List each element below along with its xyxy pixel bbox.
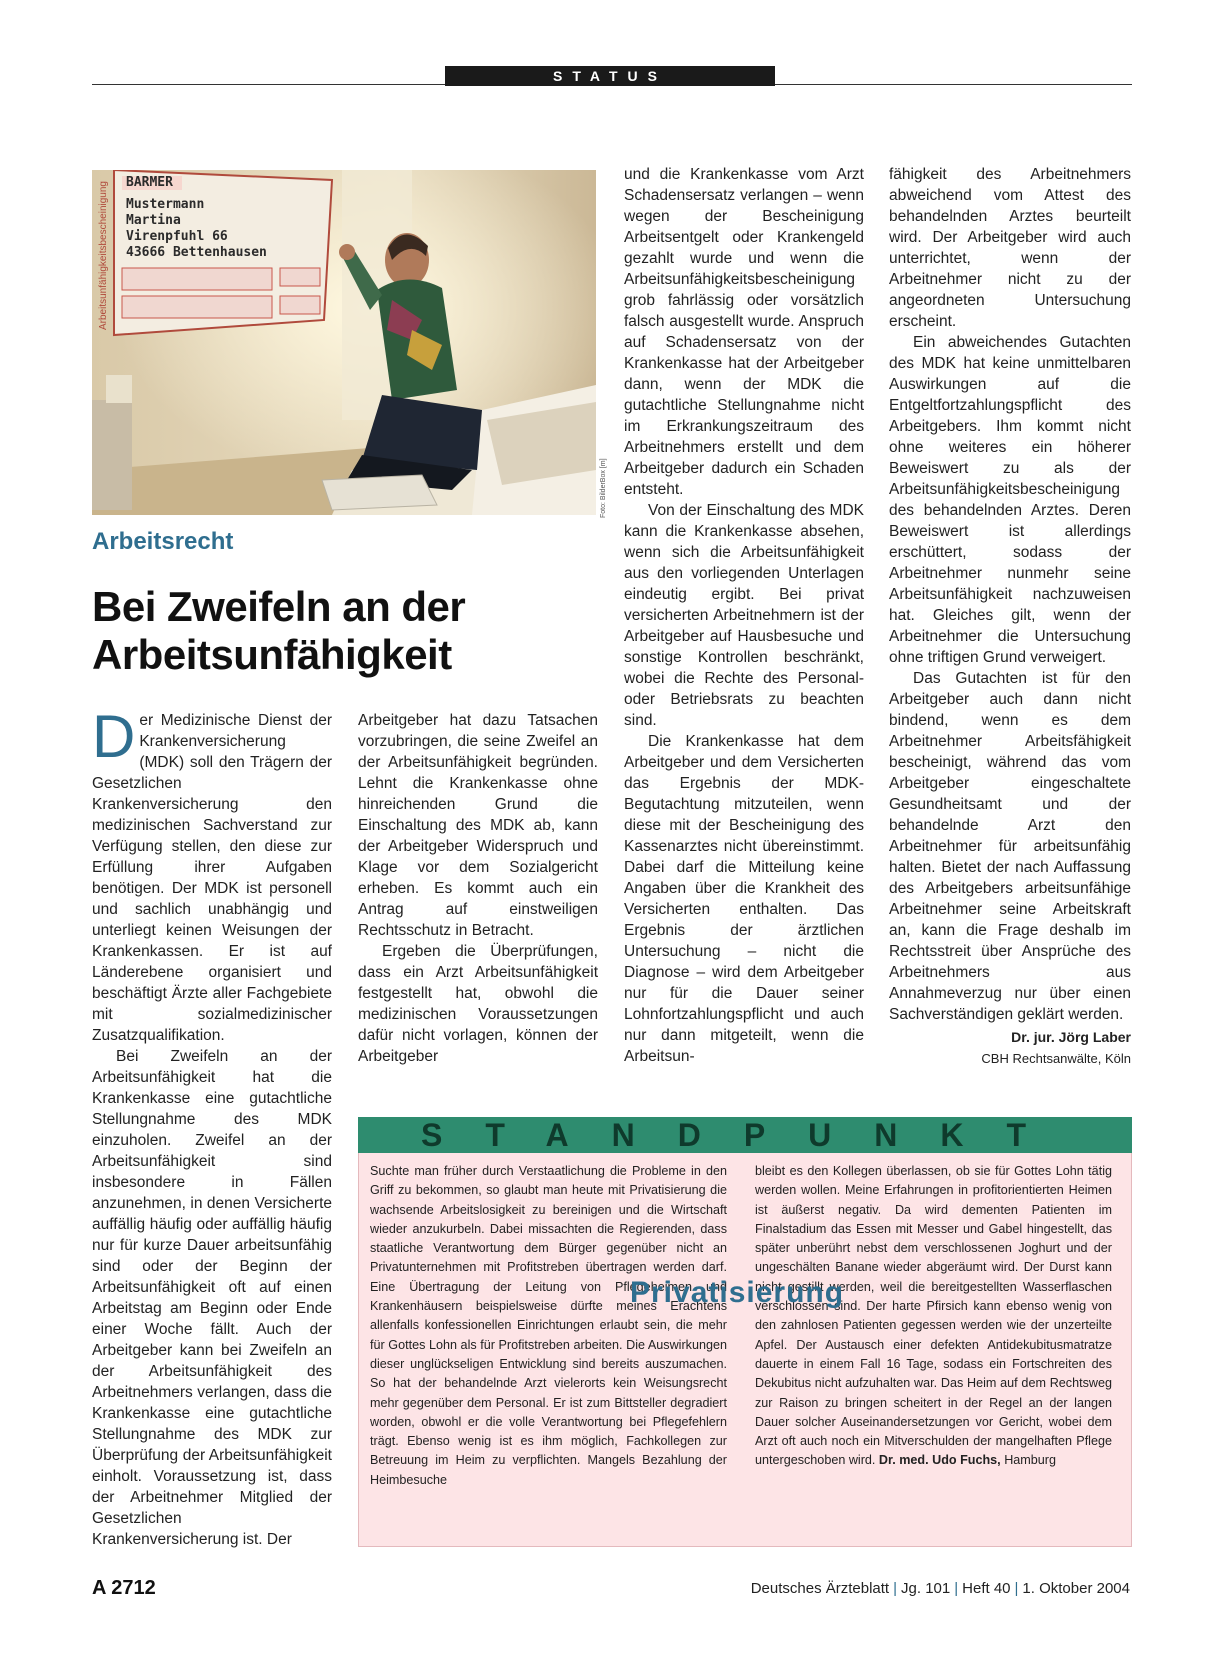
photo-credit: Foto: BilderBox [m]: [600, 458, 607, 518]
article-paragraph: Das Gutachten ist für den Arbeitgeber auch dann nicht bindend, wenn es dem Arbeitnehmer Arbeitsfähigkeit bescheinigt, während das vom Arbeitgeber eingeschaltete Gesundheitsamt und der behandelnde Arzt den Arbeitnehmer für arbeitsunfähig halten. Bietet der nach Auffassung des Arbeitgebers arbeitsunfähige Arbeitnehmer seine Arbeitskraft an, kann die Frage deshalb im Rechtsstreit über Ansprüche des Arbeitnehmers aus Annahmeverzug nur über einen Sachverständigen geklärt werden.: [889, 670, 1131, 1023]
svg-text:Arbeitsunfähigkeitsbescheinigu: Arbeitsunfähigkeitsbescheinigung: [98, 181, 109, 330]
article-paragraph: Der Medizinische Dienst der Krankenversicherung (MDK) soll den Trägern der Gesetzlichen Krankenversicherung den medizinischen Sachverstand zur Verfügung stellen, den diese zur Erfüllung ihrer Aufgaben benötigen. Der MDK ist personell und sachlich unabhängig und unterliegt keinen Weisungen der Krankenkassen. Er ist auf Länderebene organisiert und beschäftigt Ärzte aller Fachgebiete mit sozialmedizinischer Zusatzqualifikation.: [92, 703, 332, 1044]
svg-text:Virenpfuhl 66: Virenpfuhl 66: [126, 229, 228, 244]
article-kicker: Arbeitsrecht: [92, 528, 234, 555]
article-headline: Bei Zweifeln an der Arbeitsunfähigkeit: [92, 583, 466, 678]
article-author: Dr. jur. Jörg Laber: [1011, 1029, 1131, 1045]
svg-text:Martina: Martina: [126, 213, 181, 228]
svg-text:43666 Bettenhausen: 43666 Bettenhausen: [126, 245, 267, 260]
author-affiliation: CBH Rechtsanwälte, Köln: [981, 1051, 1131, 1066]
issue-date: 1. Oktober 2004: [1022, 1580, 1130, 1597]
article-paragraph: Arbeitgeber hat dazu Tatsachen vorzubringen, die seine Zweifel an der Arbeitsunfähigkeit begründen. Lehnt die Krankenkasse ohne hinreichenden Grund die Einschaltung des MDK ab, kann der Arbeitgeber Widerspruch und Klage vor dem Sozialgericht erheben. Es kommt auch ein Antrag auf einstweiligen Rechtsschutz in Betracht.: [358, 712, 598, 939]
journal-name: Deutsches Ärzteblatt: [750, 1580, 890, 1597]
article-column-2: [358, 710, 598, 1067]
svg-text:BARMER: BARMER: [126, 175, 173, 190]
article-column-3: [624, 164, 864, 1067]
article-paragraph: und die Krankenkasse vom Arzt Schadensersatz verlangen – wenn wegen der Bescheinigung Arbeitsentgelt oder Krankengeld gezahlt wurde und wenn die Arbeitsunfähigkeitsbescheinigung grob fahrlässig oder vorsätzlich falsch ausgestellt wurde. Anspruch auf Schadensersatz von der Krankenkasse hat der Arbeitgeber dann, wenn der MDK die gutachtliche Stellungnahme nicht im Erkrankungszeitraum des Arbeitnehmers erstellt und dem Arbeitgeber dadurch ein Schaden entsteht.: [624, 166, 864, 498]
standpunkt-banner: STANDPUNKT: [358, 1117, 1132, 1153]
article-column-1: [92, 703, 332, 1550]
article-paragraph: Von der Einschaltung des MDK kann die Krankenkasse absehen, wenn sich die Arbeitsunfähigkeit aus den vorliegenden Unterlagen eindeutig ergibt. Bei privat versicherten Arbeitnehmern ist der Arbeitgeber auf Hausbesuche und sonstige Kontrollen beschränkt, wobei die Rechte des Personal- oder Betriebsrats zu beachten sind.: [624, 502, 864, 729]
article-paragraph: Ein abweichendes Gutachten des MDK hat keine unmittelbaren Auswirkungen auf die Entgeltfortzahlungspflicht des Arbeitgebers. Ihm kommt nicht ohne weiteres ein höherer Beweiswert zu als der Arbeitsunfähigkeitsbescheinigung des behandelnden Arztes. Deren Beweiswert ist allerdings erschüttert, sodass der Arbeitnehmer nunmehr seine Arbeitsunfähigkeit nachzuweisen hat. Gleiches gilt, wenn der Arbeitnehmer die Untersuchung ohne triftigen Grund verweigert.: [889, 334, 1131, 666]
issue: Heft 40: [962, 1580, 1011, 1597]
article-paragraph: Die Krankenkasse hat dem Arbeitgeber und dem Versicherten das Ergebnis der MDK-Begutachtung mitzuteilen, wenn diese mit der Bescheinigung des Kassenarztes nicht übereinstimmt. Dabei darf die Mitteilung keine Angaben über die Krankheit des Versicherten enthalten. Das Ergebnis der ärztlichen Untersuchung – nicht die Diagnose – wird dem Arbeitgeber nur für die Dauer seiner Lohnfortzahlungspflicht und auch nur dann mitgeteilt, wenn die Arbeitsun-: [624, 733, 864, 1065]
standpunkt-title: Privatisierung: [630, 1276, 845, 1309]
standpunkt-right-column: bleibt es den Kollegen überlassen, ob sie für Gottes Lohn tätig werden wollen. Meine Erfahrungen in profitorientierten Heimen ist äußerst negativ. Da wird dementen Patienten im Finalstadium das Essen mit Messer und Gabel hingestellt, das später unberührt nebst dem verschlossenen Joghurt und der ungeschälten Banane wieder abgeräumt wird. Der Durst kann nicht gestillt werden, weil die bereitgestellten Wasserflaschen verschlossen sind. Der harte Pfirsich kann ebenso wenig von den zahnlosen Patienten gegessen werden wie der unzerteilte Apfel. Der Austausch einer defekten Antidekubitusmatratze dauerte in einem Fall 16 Tage, sodass ein Fortschreiten des Dekubitus nicht aufzuhalten war. Das Heim auf dem Rechtsweg zur Raison zu bringen scheitert in der Regel an der langen Dauer solcher Auseinandersetzungen vor Gericht, wobei dem Arzt oft auch noch ein Mitverschulden der mangelhaften Pflege untergeschoben wird. Dr. med. Udo Fuchs, Hamburg: [755, 1164, 1112, 1468]
standpunkt-city: Hamburg: [1004, 1453, 1056, 1468]
svg-text:Mustermann: Mustermann: [126, 197, 205, 212]
volume: Jg. 101: [901, 1580, 951, 1597]
article-paragraph: Ergeben die Überprüfungen, dass ein Arzt Arbeitsunfähigkeit festgestellt hat, obwohl die medizinischen Voraussetzungen dafür nicht vorlagen, können der Arbeitgeber: [358, 943, 598, 1065]
footer-info: Deutsches Ärzteblatt | Jg. 101 | Heft 40 | 1. Oktober 2004: [750, 1580, 1130, 1597]
standpunkt-left-column: Suchte man früher durch Verstaatlichung die Probleme in den Griff zu bekommen, so glaubt man heute mit Privatisierung die wachsende Arbeitslosigkeit zu bereinigen und die Wirtschaft wieder anzukurbeln. Dabei missachten die Regierenden, dass staatliche Verantwortung dem Bürger gegenüber nicht an Privatunternehmen mit Profitstreben übertragen werden darf. Eine Übertragung der Leitung von Pflegeheimen und Krankenhäusern beispielsweise dürfte meines Erachtens allenfalls konfessionellen Einrichtungen erlaubt sein, die mehr für Gottes Lohn als für Profitstreben arbeiten. Die Auswirkungen dieser unglückseligen Entwicklung sind bereits auszumachen. So hat der behandelnde Arzt vielerorts kein Weisungsrecht mehr gegenüber dem Personal. Er ist zum Bittsteller degradiert worden, obwohl er die volle Verantwortung bei Pflegefehlern trägt. Ebenso wenig ist es ihm möglich, Fachkollegen zur Betreuung im Heim zu verpflichten. Mangels Bezahlung der Heimbesuche: [370, 1164, 727, 1487]
standpunkt-author: Dr. med. Udo Fuchs,: [878, 1453, 1001, 1468]
article-paragraph: Bei Zweifeln an der Arbeitsunfähigkeit hat die Krankenkasse eine gutachtliche Stellungnahme des MDK einzuholen. Zweifel an der Arbeitsunfähigkeit sind insbesondere in Fällen anzunehmen, in denen Versicherte auffällig häufig oder auffällig häufig nur für kurze Dauer arbeitsunfähig sind oder der Beginn der Arbeitsunfähigkeit oft auf einen Arbeitstag am Beginn oder Ende einer Woche fällt. Auch der Arbeitgeber kann bei Zweifeln an der Arbeitsunfähigkeit des Arbeitnehmers verlangen, dass die Krankenkasse eine gutachtliche Stellungnahme des MDK zur Überprüfung der Arbeitsunfähigkeit einholt. Voraussetzung ist, dass der Arbeitnehmer Mitglied der Gesetzlichen Krankenversicherung ist. Der: [92, 1048, 332, 1548]
article-photo: [92, 170, 596, 515]
article-paragraph: fähigkeit des Arbeitnehmers abweichend vom Attest des behandelnden Arztes beurteilt wird. Der Arbeitgeber wird auch unterrichtet, wenn der Arbeitnehmer nicht zu der angeordneten Untersuchung erscheint.: [889, 166, 1131, 330]
photo-illustration: [92, 170, 596, 515]
article-column-4: [889, 164, 1131, 1069]
section-label: STATUS: [445, 66, 775, 86]
drop-cap: D: [92, 703, 136, 770]
page-number: A 2712: [92, 1577, 156, 1599]
